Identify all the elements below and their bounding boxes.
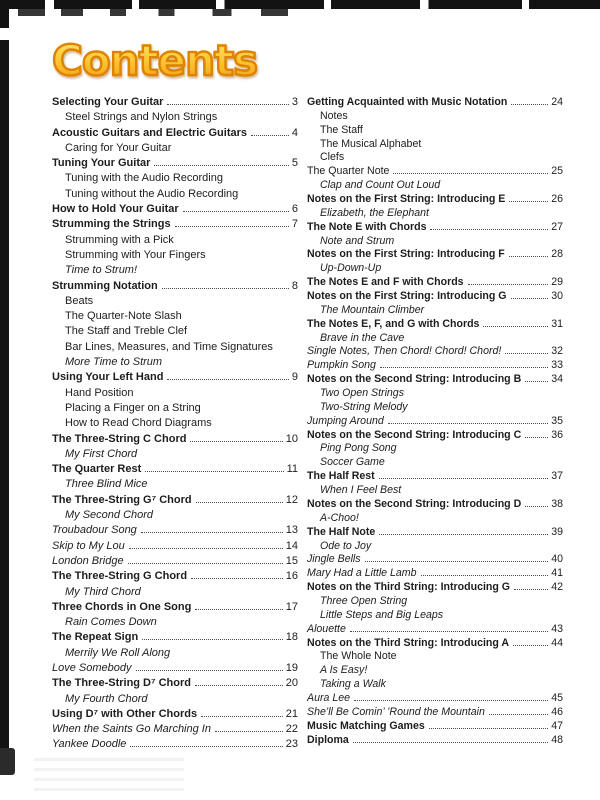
entry-label: The Notes E, F, and G with Chords <box>307 317 480 330</box>
entry-label: The Musical Alphabet <box>320 137 422 150</box>
toc-entry <box>307 512 563 526</box>
entry-label: Notes on the Third String: Introducing G <box>307 581 511 594</box>
entry-label: Pumpkin Song <box>307 359 376 372</box>
entry-label: My Fourth Chord <box>65 692 148 705</box>
entry-label: More Time to Strum <box>65 356 163 369</box>
toc-entry <box>307 415 563 429</box>
page-title: Contents <box>52 36 258 85</box>
toc-entry <box>52 723 298 738</box>
toc-entry <box>52 188 298 203</box>
page-number: 5 <box>291 157 298 170</box>
page-number: 22 <box>285 723 298 736</box>
dot-leader <box>183 210 289 212</box>
toc-entry <box>307 734 563 748</box>
entry-label: Notes on the Second String: Introducing D <box>307 497 522 510</box>
page-number: 7 <box>291 218 298 231</box>
toc-entry <box>307 623 563 637</box>
page-number: 36 <box>551 428 563 441</box>
dot-leader <box>393 172 548 174</box>
dot-leader <box>509 255 548 257</box>
page-number: 9 <box>291 371 298 384</box>
dot-leader <box>350 630 548 632</box>
toc-entry <box>307 401 563 415</box>
entry-label: The Note E with Chords <box>307 220 427 233</box>
dot-leader <box>142 638 283 640</box>
entry-label: My Third Chord <box>65 585 141 598</box>
dot-leader <box>130 745 282 747</box>
entry-label: When I Feel Best <box>320 484 402 497</box>
entry-label: The Three-String C Chord <box>52 432 187 445</box>
toc-entry <box>52 616 298 631</box>
page-number: 28 <box>551 248 563 261</box>
toc-entry <box>307 345 563 359</box>
page-number: 20 <box>285 677 298 690</box>
entry-label: Strumming Notation <box>52 279 158 292</box>
toc-entry <box>52 264 298 279</box>
entry-label: The Quarter-Note Slash <box>65 310 182 323</box>
page-number: 23 <box>285 738 298 751</box>
dot-leader <box>167 103 288 105</box>
toc-entry <box>52 494 298 509</box>
entry-label: Up-Down-Up <box>320 262 382 275</box>
toc-entry <box>52 586 298 601</box>
toc-entry <box>52 662 298 677</box>
toc-entry <box>52 371 298 386</box>
page-number: 38 <box>551 497 563 510</box>
page-number: 34 <box>551 373 563 386</box>
entry-label: Notes on the Third String: Introducing A <box>307 636 510 649</box>
dot-leader <box>136 669 283 671</box>
entry-label: Three Chords in One Song <box>52 600 192 613</box>
toc-entry <box>307 373 563 387</box>
dot-leader <box>509 200 548 202</box>
page-number: 21 <box>285 707 298 720</box>
toc-entry <box>52 647 298 662</box>
entry-label: Three Blind Mice <box>65 478 148 491</box>
entry-label: Strumming the Strings <box>52 218 171 231</box>
toc-entry <box>52 142 298 157</box>
dot-leader <box>145 470 283 472</box>
toc-entry <box>307 221 563 235</box>
entry-label: Merrily We Roll Along <box>65 646 171 659</box>
page-number: 46 <box>551 705 563 718</box>
toc-entry <box>52 325 298 340</box>
page-number: 48 <box>551 733 563 746</box>
toc-entry <box>52 96 298 111</box>
toc-entry <box>307 138 563 152</box>
entry-label: Mary Had a Little Lamb <box>307 567 417 580</box>
entry-label: Caring for Your Guitar <box>65 141 172 154</box>
page-number: 25 <box>551 165 563 178</box>
toc-entry <box>307 193 563 207</box>
toc-entry <box>52 417 298 432</box>
toc-entry <box>307 96 563 110</box>
toc-entry <box>52 387 298 402</box>
toc-entry <box>307 207 563 221</box>
toc-entry <box>307 567 563 581</box>
toc-entry <box>52 341 298 356</box>
toc-entry <box>307 498 563 512</box>
toc-column-left <box>52 96 298 754</box>
toc-entry <box>52 127 298 142</box>
dot-leader <box>430 228 548 230</box>
entry-label: How to Read Chord Diagrams <box>65 417 212 430</box>
scan-artifact-top-edge <box>0 0 600 9</box>
toc-entry <box>52 310 298 325</box>
dot-leader <box>380 366 548 368</box>
entry-label: Elizabeth, the Elephant <box>320 206 429 219</box>
entry-label: Selecting Your Guitar <box>52 96 164 108</box>
dot-leader <box>525 505 548 507</box>
toc-entry <box>307 304 563 318</box>
entry-label: A Is Easy! <box>320 664 368 677</box>
toc-entry <box>307 692 563 706</box>
scan-artifact-bottom-smudge <box>34 758 184 792</box>
page-number: 17 <box>285 600 298 613</box>
toc-entry <box>307 678 563 692</box>
entry-label: The Whole Note <box>320 650 397 663</box>
entry-label: Skip to My Lou <box>52 539 125 552</box>
entry-label: The Quarter Rest <box>52 463 142 476</box>
dot-leader <box>489 713 548 715</box>
page-number: 4 <box>291 126 298 139</box>
toc-entry <box>52 677 298 692</box>
toc-entry <box>307 318 563 332</box>
dot-leader <box>175 225 289 227</box>
entry-label: A-Choo! <box>320 511 359 524</box>
toc-entry <box>307 276 563 290</box>
scan-artifact-left-edge <box>0 0 9 752</box>
toc-entry <box>52 601 298 616</box>
toc-entry <box>307 456 563 470</box>
toc-entry <box>307 553 563 567</box>
dot-leader <box>129 547 283 549</box>
dot-leader <box>511 297 549 299</box>
entry-label: The Staff and Treble Clef <box>65 325 188 338</box>
page-number: 31 <box>551 317 563 330</box>
dot-leader <box>483 325 548 327</box>
entry-label: Brave in the Cave <box>320 331 405 344</box>
entry-label: The Three-String G Chord <box>52 570 188 583</box>
toc-entry <box>52 433 298 448</box>
page-number: 39 <box>551 525 563 538</box>
toc-column-right <box>307 96 563 747</box>
page-number: 30 <box>551 290 563 303</box>
entry-label: London Bridge <box>52 554 124 567</box>
page-number: 44 <box>551 636 563 649</box>
toc-entry <box>52 234 298 249</box>
entry-label: The Mountain Climber <box>320 303 425 316</box>
toc-entry <box>307 165 563 179</box>
entry-label: The Three-String G⁷ Chord <box>52 493 192 506</box>
toc-entry <box>307 179 563 193</box>
entry-label: The Quarter Note <box>307 165 390 178</box>
dot-leader <box>195 608 282 610</box>
page-number: 35 <box>551 414 563 427</box>
entry-label: She’ll Be Comin’ ’Round the Mountain <box>307 705 485 718</box>
entry-label: Notes on the Second String: Introducing C <box>307 428 522 441</box>
page-number: 19 <box>285 661 298 674</box>
entry-label: Aura Lee <box>307 691 350 704</box>
toc-entry <box>307 248 563 262</box>
toc-entry <box>307 110 563 124</box>
entry-label: Two-String Melody <box>320 400 408 413</box>
entry-label: Tuning with the Audio Recording <box>65 172 223 185</box>
page-number: 37 <box>551 470 563 483</box>
entry-label: Ping Pong Song <box>320 442 397 455</box>
entry-label: Little Steps and Big Leaps <box>320 608 444 621</box>
dot-leader <box>365 560 549 562</box>
toc-entry <box>52 463 298 478</box>
toc-entry <box>52 356 298 371</box>
entry-label: How to Hold Your Guitar <box>52 203 179 216</box>
page-number: 42 <box>551 581 563 594</box>
dot-leader <box>201 715 283 717</box>
dot-leader <box>162 287 289 289</box>
dot-leader <box>505 352 548 354</box>
entry-label: Rain Comes Down <box>65 616 157 629</box>
toc-entry <box>307 387 563 401</box>
entry-label: Clefs <box>320 151 345 164</box>
entry-label: Note and Strum <box>320 234 395 247</box>
toc-entry <box>307 664 563 678</box>
toc-entry <box>307 637 563 651</box>
entry-label: Jingle Bells <box>307 553 361 566</box>
toc-entry <box>52 203 298 218</box>
toc-entry <box>52 280 298 295</box>
dot-leader <box>196 501 283 503</box>
dot-leader <box>525 380 548 382</box>
page-number: 47 <box>551 719 563 732</box>
entry-label: Two Open Strings <box>320 387 404 400</box>
entry-label: Soccer Game <box>320 456 385 469</box>
entry-label: Using Your Left Hand <box>52 371 164 384</box>
dot-leader <box>429 727 548 729</box>
toc-entry <box>52 524 298 539</box>
page-number: 18 <box>285 631 298 644</box>
entry-label: The Staff <box>320 123 363 136</box>
toc-entry <box>52 708 298 723</box>
entry-label: Strumming with Your Fingers <box>65 248 206 261</box>
dot-leader <box>195 684 283 686</box>
toc-entry <box>307 442 563 456</box>
dot-leader <box>354 699 548 701</box>
toc-entry <box>52 540 298 555</box>
entry-label: Time to Strum! <box>65 264 138 277</box>
entry-label: The Half Note <box>307 525 376 538</box>
entry-label: Placing a Finger on a String <box>65 401 201 414</box>
toc-entry <box>307 429 563 443</box>
entry-label: My Second Chord <box>65 509 154 522</box>
toc-entry <box>307 290 563 304</box>
entry-label: Notes <box>320 109 348 122</box>
page-number: 10 <box>285 432 298 445</box>
toc-entry <box>52 402 298 417</box>
toc-entry <box>307 706 563 720</box>
dot-leader <box>141 531 283 533</box>
toc-entry <box>52 631 298 646</box>
entry-label: Using D⁷ with Other Chords <box>52 707 198 720</box>
entry-label: Jumping Around <box>307 414 384 427</box>
entry-label: Alouette <box>307 622 346 635</box>
toc-entry <box>307 470 563 484</box>
entry-label: Strumming with a Pick <box>65 233 174 246</box>
entry-label: Taking a Walk <box>320 678 386 691</box>
toc-entry <box>52 295 298 310</box>
toc-entry <box>52 478 298 493</box>
dot-leader <box>421 574 549 576</box>
toc-entry <box>52 555 298 570</box>
dot-leader <box>511 103 548 105</box>
toc-entry <box>52 218 298 233</box>
entry-label: Steel Strings and Nylon Strings <box>65 111 218 124</box>
entry-label: Beats <box>65 294 94 307</box>
entry-label: The Notes E and F with Chords <box>307 276 464 289</box>
page-number: 8 <box>291 279 298 292</box>
dot-leader <box>514 588 548 590</box>
page-number: 16 <box>285 570 298 583</box>
entry-label: My First Chord <box>65 447 138 460</box>
entry-label: Clap and Count Out Loud <box>320 179 441 192</box>
dot-leader <box>353 741 548 743</box>
toc-entry <box>52 448 298 463</box>
page-number: 26 <box>551 193 563 206</box>
toc-entry <box>52 157 298 172</box>
dot-leader <box>190 440 282 442</box>
page-number: 13 <box>285 524 298 537</box>
toc-entry <box>52 249 298 264</box>
page-number: 29 <box>551 276 563 289</box>
entry-label: Diploma <box>307 733 349 746</box>
toc-entry <box>307 124 563 138</box>
entry-label: Notes on the Second String: Introducing B <box>307 373 522 386</box>
entry-label: Notes on the First String: Introducing F <box>307 248 505 261</box>
entry-label: Bar Lines, Measures, and Time Signatures <box>65 340 273 353</box>
toc-entry <box>307 484 563 498</box>
dot-leader <box>379 477 549 479</box>
toc-entry <box>52 111 298 126</box>
dot-leader <box>191 577 283 579</box>
toc-entry <box>307 595 563 609</box>
toc-entry <box>307 332 563 346</box>
toc-entry <box>52 570 298 585</box>
entry-label: Love Somebody <box>52 661 132 674</box>
toc-entry <box>307 609 563 623</box>
entry-label: Hand Position <box>65 386 134 399</box>
page-number: 15 <box>285 554 298 567</box>
page-number: 32 <box>551 345 563 358</box>
entry-label: Yankee Doodle <box>52 738 127 751</box>
page-number: 27 <box>551 220 563 233</box>
page-number: 40 <box>551 553 563 566</box>
dot-leader <box>379 533 548 535</box>
toc-entry <box>52 693 298 708</box>
toc-entry <box>307 650 563 664</box>
entry-label: When the Saints Go Marching In <box>52 723 211 736</box>
dot-leader <box>215 730 283 732</box>
page-number: 6 <box>291 203 298 216</box>
toc-entry <box>52 738 298 753</box>
page-number: 43 <box>551 622 563 635</box>
entry-label: Ode to Joy <box>320 539 372 552</box>
dot-leader <box>128 562 283 564</box>
entry-label: Notes on the First String: Introducing E <box>307 193 506 206</box>
dot-leader <box>388 422 548 424</box>
page-number: 12 <box>285 493 298 506</box>
toc-entry <box>307 720 563 734</box>
entry-label: Tuning without the Audio Recording <box>65 187 239 200</box>
page-number: 14 <box>285 539 298 552</box>
dot-leader <box>251 134 289 136</box>
toc-entry <box>307 359 563 373</box>
page-number: 11 <box>286 463 298 476</box>
entry-label: Three Open String <box>320 594 408 607</box>
dot-leader <box>525 436 548 438</box>
page-number: 24 <box>551 96 563 108</box>
entry-label: Notes on the First String: Introducing G <box>307 290 507 303</box>
toc-entry <box>52 172 298 187</box>
entry-label: Single Notes, Then Chord! Chord! Chord! <box>307 345 502 358</box>
toc-entry <box>307 235 563 249</box>
page-number: 45 <box>551 691 563 704</box>
toc-entry <box>307 262 563 276</box>
entry-label: Troubadour Song <box>52 524 137 537</box>
scan-artifact-bottom-left-blob <box>0 748 15 775</box>
toc-entry <box>307 151 563 165</box>
entry-label: The Three-String D⁷ Chord <box>52 677 191 690</box>
dot-leader <box>167 378 288 380</box>
toc-entry <box>307 540 563 554</box>
page-number: 41 <box>551 567 563 580</box>
page-number: 3 <box>291 96 298 108</box>
entry-label: Getting Acquainted with Music Notation <box>307 96 508 108</box>
entry-label: The Repeat Sign <box>52 631 139 644</box>
entry-label: Acoustic Guitars and Electric Guitars <box>52 126 248 139</box>
page-number: 33 <box>551 359 563 372</box>
toc-entry <box>307 581 563 595</box>
entry-label: The Half Rest <box>307 470 375 483</box>
entry-label: Music Matching Games <box>307 719 425 732</box>
dot-leader <box>468 283 549 285</box>
dot-leader <box>154 164 288 166</box>
entry-label: Tuning Your Guitar <box>52 157 151 170</box>
dot-leader <box>513 644 548 646</box>
scan-artifact-top-edge-secondary <box>18 9 288 16</box>
toc-entry <box>52 509 298 524</box>
toc-entry <box>307 526 563 540</box>
